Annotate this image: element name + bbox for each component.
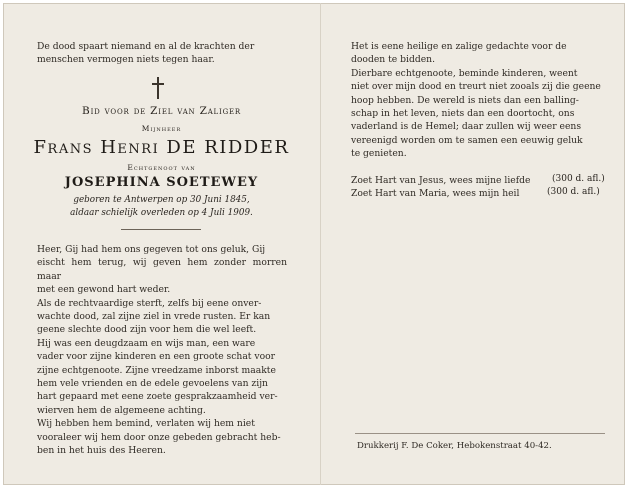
spouse-name: JOSEPHINA SOETEWEY [64, 175, 259, 190]
memorial-card [3, 3, 625, 485]
prayer-maria-indulgence: (300 d. afl.) [547, 187, 600, 197]
birth-death-dates: geboren te Antwerpen op 30 Juni 1845, aldaar schielijk overleden op 4 Juli 1909. [70, 195, 253, 218]
tribute-text: Heer, Gij had hem ons gegeven tot ons geluk, Gij eischt hem terug, wij geven hem zonder morren maar met een gewond hart weder. Als de rechtvaardige sterft, zelfs bij eene onver- wachte dood, zal zijne ziel in vrede rusten. Er kan geene slechte dood zijn voor hem die wel leeft. Hij was een deugdzaam en wijs man, een ware vader voor zijne kinderen en een groote schat voor zijne echtgenoote. Zijne vreedzame inborst maakte hem vele vrienden en de edele gevoelens van zijn hart gepaard met eene zoete gesprakzaamheid ver- wierven hem de algemeene achting. Wij hebben hem bemind, verlaten wij hem niet vooraleer wij hem door onze gebeden gebracht heb- ben in het huis des Heeren. [37, 244, 287, 457]
cross-icon [151, 77, 165, 99]
deceased-name: Frans Henri DE RIDDER [33, 137, 290, 158]
reflection-text: Het is eene heilige en zalige gedachte voor de dooden te bidden. Dierbare echtgenoote, beminde kinderen, weent niet over mijn dood en treurt niet zooals zij die geene hoop hebben. De wereld is niets dan een balling- schap in het leven, niets dan een doortocht, ons vaderland is de Hemel; daar zullen wij weer eens vereenigd worden om te samen een eeuwig geluk te genieten. [351, 41, 601, 160]
printer-credit: Drukkerij F. De Coker, Hebokenstraat 40-42. [357, 441, 552, 451]
prayer-heading: Bid voor de Ziel van Zaliger [82, 105, 241, 117]
title-mijnheer: Mijnheer [141, 124, 182, 133]
right-panel [321, 3, 625, 485]
footer-rule [355, 433, 605, 434]
prayer-jesus: Zoet Hart van Jesus, wees mijne liefde [351, 175, 531, 186]
prayer-maria: Zoet Hart van Maria, wees mijn heil [351, 188, 520, 199]
opening-text: De dood spaart niemand en al de krachten der menschen vermogen niets tegen haar. [37, 41, 255, 66]
spouse-label: Echtgenoot van [127, 163, 196, 172]
left-panel [3, 3, 320, 485]
section-divider [121, 229, 201, 230]
prayer-jesus-indulgence: (300 d. afl.) [552, 174, 605, 184]
